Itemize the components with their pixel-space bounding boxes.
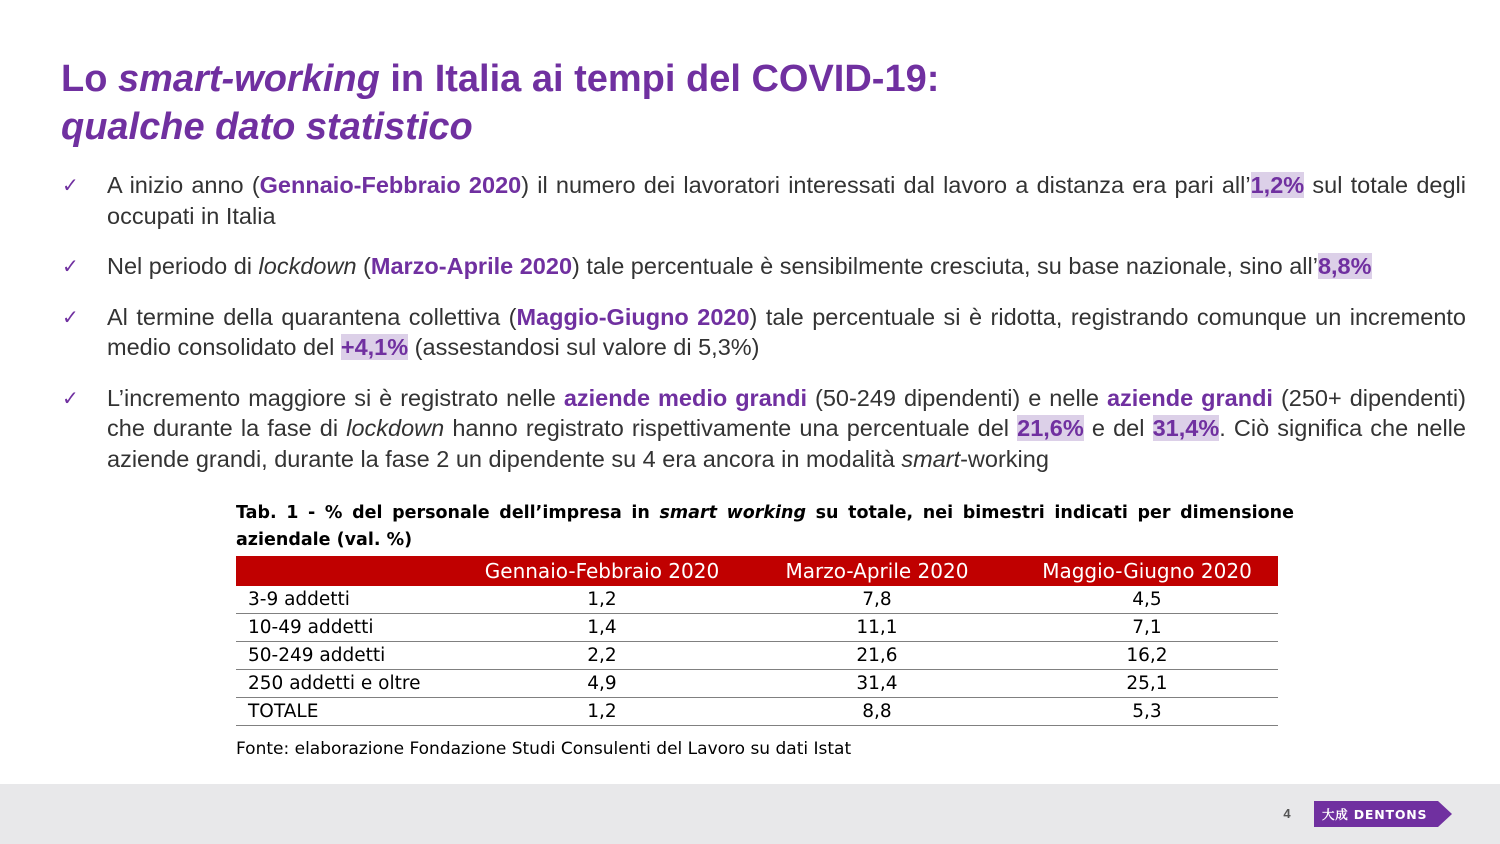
bullet-list [62, 170, 1466, 494]
period-highlight: Gennaio-Febbraio 2020 [259, 172, 522, 198]
title-emphasis: smart-working [117, 58, 380, 100]
bullet-text: Al termine della quarantena collettiva ( [107, 303, 517, 330]
bullet-item [62, 302, 1466, 363]
bullet-text: A inizio anno ( [107, 172, 260, 198]
caption-text: su totale, nei bimestri indicati per dimensione aziendale (val. %) [236, 503, 1295, 550]
column-header: Maggio-Giugno 2020 [1016, 556, 1278, 586]
bullet-text: ) il numero dei lavoratori interessati dal lavoro a distanza era pari all’ [521, 172, 1251, 198]
check-icon: ✓ [62, 173, 79, 197]
table-cell: 16,2 [1016, 642, 1278, 670]
bullet-text: hanno registrato rispettivamente una percentuale del [444, 415, 1018, 441]
title-text: in Italia ai tempi del COVID-19: [379, 58, 940, 100]
table-row [236, 670, 1278, 698]
slide-title [61, 55, 939, 151]
data-table-block [236, 500, 1294, 726]
percent-highlight: 1,2% [1250, 172, 1305, 198]
footer-bar [0, 784, 1500, 844]
table-cell: 1,4 [466, 614, 738, 642]
bullet-text: . Ciò significa che nelle aziende grandi, durante la fase 2 un dipendente su 4 era ancora in modalità [107, 415, 1466, 472]
bullet-emphasis: smart [901, 445, 961, 472]
percent-highlight: +4,1% [340, 334, 409, 360]
company-size-highlight: aziende grandi [1106, 384, 1273, 411]
table-cell: 25,1 [1016, 670, 1278, 698]
bullet-text: ( [356, 253, 371, 279]
bullet-text: e del [1083, 415, 1153, 441]
table-header-row [236, 556, 1278, 586]
table-row [236, 614, 1278, 642]
table-cell: 31,4 [738, 670, 1016, 698]
bullet-text: sul totale degli occupati in Italia [107, 172, 1466, 229]
check-icon: ✓ [62, 385, 79, 410]
row-label: TOTALE [236, 698, 466, 726]
period-highlight: Maggio-Giugno 2020 [516, 303, 750, 330]
dentons-logo [1314, 801, 1454, 827]
title-line-2: qualche dato statistico [61, 106, 473, 148]
bullet-item [62, 170, 1466, 231]
bullet-text: (250+ dipendenti) che durante la fase di [107, 384, 1466, 441]
bullet-item [62, 383, 1466, 475]
table-row [236, 642, 1278, 670]
table-caption [236, 500, 1294, 554]
check-icon: ✓ [62, 254, 79, 278]
row-label: 50-249 addetti [236, 642, 466, 670]
row-label: 3-9 addetti [236, 586, 466, 614]
smart-working-table [236, 556, 1278, 726]
column-header: Gennaio-Febbraio 2020 [466, 556, 738, 586]
percent-highlight: 31,4% [1152, 415, 1220, 441]
table-cell: 21,6 [738, 642, 1016, 670]
title-line-1 [61, 55, 939, 103]
table-cell: 4,9 [466, 670, 738, 698]
bullet-text: (50-249 dipendenti) e nelle [807, 384, 1107, 411]
table-cell: 1,2 [466, 698, 738, 726]
column-header: Marzo-Aprile 2020 [738, 556, 1016, 586]
page-number: 4 [1283, 806, 1291, 821]
company-size-highlight: aziende medio grandi [563, 384, 807, 411]
table-cell: 8,8 [738, 698, 1016, 726]
table-row [236, 586, 1278, 614]
table-cell: 7,1 [1016, 614, 1278, 642]
table-cell: 7,8 [738, 586, 1016, 614]
table-cell: 1,2 [466, 586, 738, 614]
table-source: Fonte: elaborazione Fondazione Studi Consulenti del Lavoro su dati Istat [236, 739, 852, 759]
percent-highlight: 21,6% [1017, 415, 1084, 441]
bullet-item [62, 251, 1466, 282]
column-header [236, 556, 466, 586]
bullet-text: ) tale percentuale si è ridotta, registrando comunque un incremento medio consolidato del [107, 303, 1466, 360]
bullet-text: Nel periodo di [107, 253, 259, 279]
table-cell: 4,5 [1016, 586, 1278, 614]
bullet-text: L’incremento maggiore si è registrato nelle [107, 384, 564, 411]
table-row [236, 698, 1278, 726]
row-label: 10-49 addetti [236, 614, 466, 642]
title-text: Lo [61, 58, 118, 100]
period-highlight: Marzo-Aprile 2020 [370, 253, 573, 279]
bullet-text: -working [960, 445, 1049, 472]
percent-highlight: 8,8% [1317, 253, 1372, 279]
bullet-text: (assestandosi sul valore di 5,3%) [408, 334, 760, 360]
logo-wordmark: 大成 DENTONS [1322, 807, 1428, 822]
check-icon: ✓ [62, 304, 79, 329]
bullet-text: ) tale percentuale è sensibilmente cresciuta, su base nazionale, sino all’ [572, 253, 1318, 279]
bullet-emphasis: lockdown [258, 253, 357, 279]
table-cell: 5,3 [1016, 698, 1278, 726]
table-cell: 11,1 [738, 614, 1016, 642]
row-label: 250 addetti e oltre [236, 670, 466, 698]
caption-text: Tab. 1 - % del personale dell’impresa in [236, 503, 660, 523]
bullet-emphasis: lockdown [346, 415, 445, 441]
caption-emphasis: smart working [659, 503, 807, 523]
table-cell: 2,2 [466, 642, 738, 670]
